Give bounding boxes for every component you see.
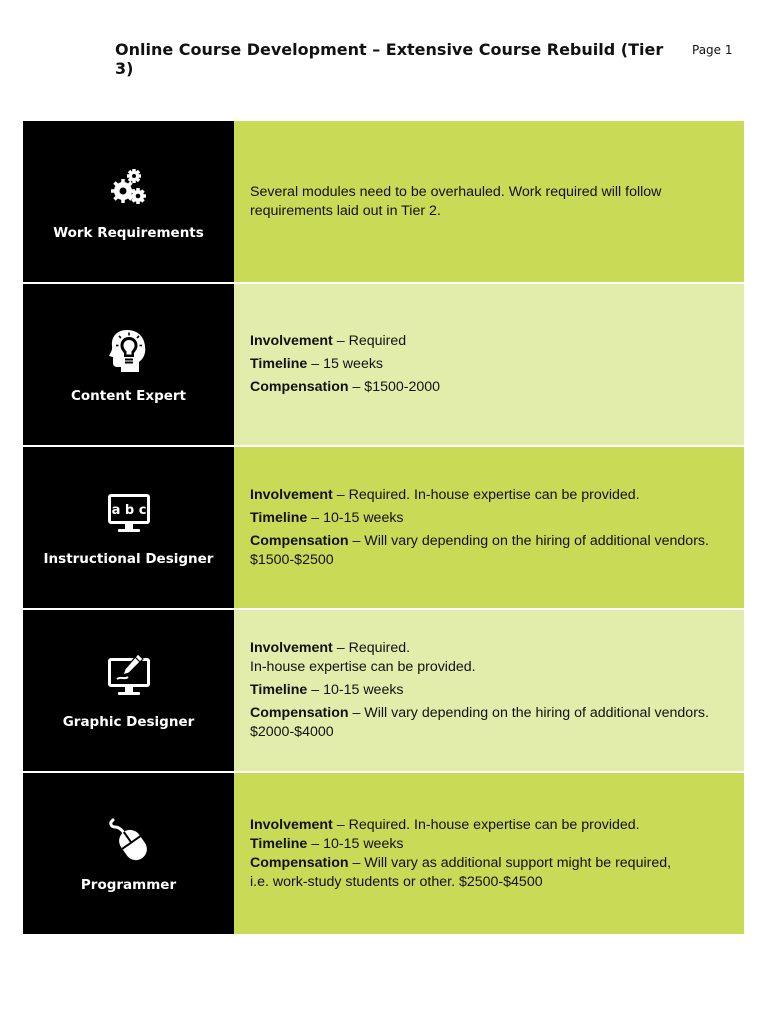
timeline-label: Timeline — [250, 509, 308, 526]
timeline-line — [250, 681, 714, 700]
row-content — [234, 447, 744, 608]
table-row — [23, 773, 744, 934]
timeline-line — [250, 835, 714, 854]
description-line: Several modules need to be overhauled. Work required will follow — [250, 183, 662, 200]
compensation-label: Compensation — [250, 532, 349, 549]
page-number: Page 1 — [692, 43, 733, 57]
row-header — [23, 447, 234, 608]
timeline-value: – 10-15 weeks — [307, 835, 404, 852]
compensation-value: – Will vary depending on the hiring of additional vendors. — [348, 705, 709, 721]
row-header — [23, 773, 234, 934]
timeline-value: – 10-15 weeks — [307, 682, 404, 698]
row-label: Work Requirements — [53, 224, 204, 241]
compensation-value: – Will vary depending on the hiring of additional vendors. — [348, 532, 709, 549]
compensation-line — [250, 854, 714, 873]
compensation-line-2: i.e. work-study students or other. $2500-$4500 — [250, 873, 543, 890]
timeline-line — [250, 355, 714, 374]
abc-monitor-icon — [105, 489, 153, 537]
involvement-label: Involvement — [250, 486, 333, 503]
gears-icon — [105, 163, 153, 211]
involvement-value: – Required. In-house expertise can be provided. — [332, 486, 640, 503]
table-row — [23, 121, 744, 284]
timeline-line — [250, 509, 714, 528]
involvement-value: – Required — [332, 333, 407, 349]
row-label: Programmer — [80, 876, 177, 893]
compensation-label: Compensation — [250, 705, 349, 721]
monitor-pencil-icon — [105, 652, 153, 700]
row-content — [234, 284, 744, 445]
involvement-line — [250, 486, 714, 505]
timeline-label: Timeline — [250, 835, 308, 852]
involvement-line-2: In-house expertise can be provided. — [250, 659, 476, 675]
compensation-line-2: $2000-$4000 — [250, 724, 334, 740]
row-header — [23, 284, 234, 445]
compensation-label: Compensation — [250, 854, 349, 871]
compensation-line-2: $1500-$2500 — [250, 551, 334, 568]
tier-table — [23, 121, 744, 934]
involvement-value: – Required. In-house expertise can be provided. — [332, 816, 640, 833]
svg-text:a b c: a b c — [111, 502, 146, 518]
head-lightbulb-icon — [105, 326, 153, 374]
compensation-line — [250, 704, 714, 723]
row-content — [234, 610, 744, 771]
timeline-value: – 10-15 weeks — [307, 509, 404, 526]
row-content — [234, 121, 744, 282]
timeline-value: – 15 weeks — [307, 356, 384, 372]
compensation-value: – $1500-2000 — [348, 379, 441, 395]
row-content — [234, 773, 744, 934]
table-row — [23, 447, 744, 610]
compensation-value: – Will vary as additional support might be required, — [348, 854, 672, 871]
involvement-label: Involvement — [250, 640, 333, 656]
involvement-line — [250, 816, 714, 835]
mouse-icon — [105, 815, 153, 863]
involvement-line — [250, 639, 714, 658]
row-label: Graphic Designer — [62, 713, 195, 730]
involvement-label: Involvement — [250, 816, 333, 833]
document-title: Online Course Development – Extensive Course Rebuild (Tier 3) — [115, 40, 664, 78]
row-header — [23, 610, 234, 771]
table-row — [23, 610, 744, 773]
row-header — [23, 121, 234, 282]
compensation-label: Compensation — [250, 379, 349, 395]
description-line: requirements laid out in Tier 2. — [250, 202, 441, 219]
table-row — [23, 284, 744, 447]
row-label: Content Expert — [70, 387, 187, 404]
involvement-line — [250, 332, 714, 351]
timeline-label: Timeline — [250, 682, 308, 698]
compensation-line — [250, 378, 714, 397]
row-label: Instructional Designer — [43, 550, 214, 567]
involvement-value: – Required. — [332, 640, 411, 656]
timeline-label: Timeline — [250, 356, 308, 372]
compensation-line — [250, 532, 714, 551]
involvement-label: Involvement — [250, 333, 333, 349]
